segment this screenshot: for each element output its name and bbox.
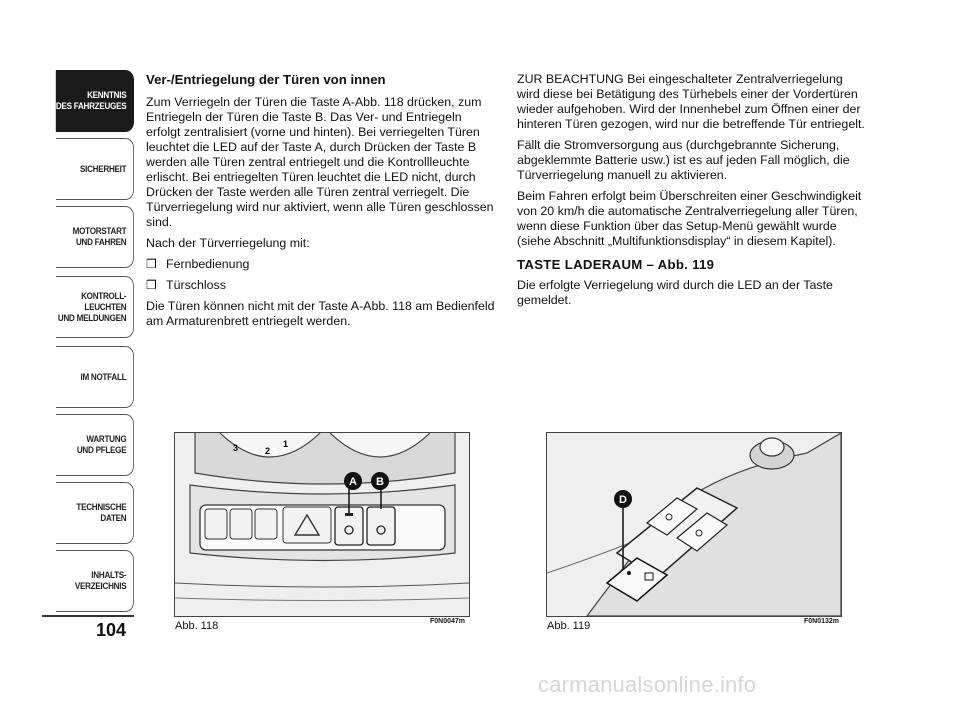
figure-code: F0N0047m — [430, 618, 466, 625]
paragraph: Beim Fahren erfolgt beim Überschreiten einer Geschwindigkeit von 20 km/h die automatische Zentralverriegelung aller Türen, wenn diese Funktion über das Setup-Menü gewählt wurde (siehe Abschnitt „Multifunktionsdisplay“ in diesem Kapitel). — [517, 189, 862, 248]
dial-number: 3 — [233, 443, 239, 453]
tab-kenntnis-des-fahrzeuges[interactable] — [56, 70, 134, 132]
figure-code: F0N0132m — [804, 618, 840, 625]
watermark: carmanualsonline.info — [538, 672, 757, 697]
list-item — [146, 278, 496, 293]
tab-wartung[interactable] — [56, 414, 134, 476]
tab-label: KONTROLL- LEUCHTEN UND MELDUNGEN — [57, 290, 127, 324]
tab-label: WARTUNG UND PFLEGE — [76, 434, 127, 456]
tab-label: IM NOTFALL — [80, 371, 127, 383]
rail-divider — [42, 615, 134, 617]
paragraph: Nach der Türverriegelung mit: — [146, 236, 310, 250]
tab-technische-daten[interactable] — [56, 482, 134, 544]
dial-number: 1 — [283, 439, 289, 449]
tab-label: KENNTNIS DES FAHRZEUGES — [55, 90, 127, 112]
paragraph: Zum Verriegeln der Türen die Taste A-Abb. 118 drücken, zum Entriegeln der Türen die Taste B. Das Ver- und Entriegeln erfolgt zentralisiert (vorne und hinten). Bei verriegelten Türen leuchtet die LED auf der Taste A, durch Drücken der Taste B werden alle Türen zentral entriegelt und die Kontrollleuchte erlischt. Bei entriegelten Türen leuchtet die LED nicht, durch Drücken der Taste werden alle Türen zentral verriegelt. Die Türverriegelung wird nur aktiviert, wenn alle Türen geschlossen sind. — [146, 95, 494, 229]
led-indicator — [345, 513, 353, 516]
tab-kontrollleuchten[interactable] — [56, 276, 134, 338]
figure-caption: Abb. 119 — [547, 620, 591, 632]
callout-label-d: D — [619, 494, 627, 506]
text-column-left — [146, 72, 496, 335]
list-item-text: Türschloss — [166, 278, 226, 292]
checkbox-bullet-icon: ❒ — [146, 278, 157, 292]
led-indicator — [627, 571, 631, 575]
dashboard-illustration — [175, 433, 469, 616]
callout-label-a: A — [349, 476, 357, 488]
tab-motorstart[interactable] — [56, 206, 134, 268]
list-item-text: Fernbedienung — [166, 257, 250, 271]
callout-label-b: B — [376, 476, 384, 488]
text-column-right — [517, 72, 867, 314]
paragraph: Die Türen können nicht mit der Taste A-Abb. 118 am Bedienfeld am Armaturenbrett entriegelt werden. — [146, 299, 495, 328]
list-item — [146, 257, 496, 272]
tab-inhaltsverzeichnis[interactable] — [56, 550, 134, 612]
page-number: 104 — [96, 620, 127, 640]
tab-label: MOTORSTART UND FAHREN — [72, 226, 127, 248]
paragraph: Die erfolgte Verriegelung wird durch die LED an der Taste gemeldet. — [517, 278, 833, 307]
mirror-adjust-knob — [760, 438, 784, 456]
tab-sicherheit[interactable] — [56, 138, 134, 200]
tab-label: TECHNISCHE DATEN — [76, 502, 127, 524]
paragraph: Fällt die Stromversorgung aus (durchgebrannte Sicherung, abgeklemmte Batterie usw.) ist es auf jeden Fall möglich, die Türverriegelung manuell zu aktivieren. — [517, 138, 850, 182]
section-heading: TASTE LADERAUM – Abb. 119 — [517, 257, 715, 272]
door-panel-illustration — [547, 433, 841, 616]
figure-caption: Abb. 118 — [175, 620, 219, 632]
figure-118-dashboard-switch-panel — [174, 432, 470, 617]
section-heading: Ver-/Entriegelung der Türen von innen — [146, 72, 386, 87]
checkbox-bullet-icon: ❒ — [146, 257, 157, 271]
tab-label: SICHERHEIT — [79, 163, 127, 175]
dial-number: 2 — [265, 446, 271, 456]
paragraph: ZUR BEACHTUNG Bei eingeschalteter Zentralverriegelung wird diese bei Betätigung des Türhebels einer der Vordertüren wieder aufgehoben. Wird der Innenhebel zum Öffnen einer der hinteren Türen gezogen, wird nur die betreffende Tür entriegelt. — [517, 72, 865, 131]
figure-119-door-panel-switch — [546, 432, 842, 617]
tab-label: INHALTS- VERZEICHNIS — [74, 570, 127, 592]
tab-im-notfall[interactable] — [56, 346, 134, 408]
